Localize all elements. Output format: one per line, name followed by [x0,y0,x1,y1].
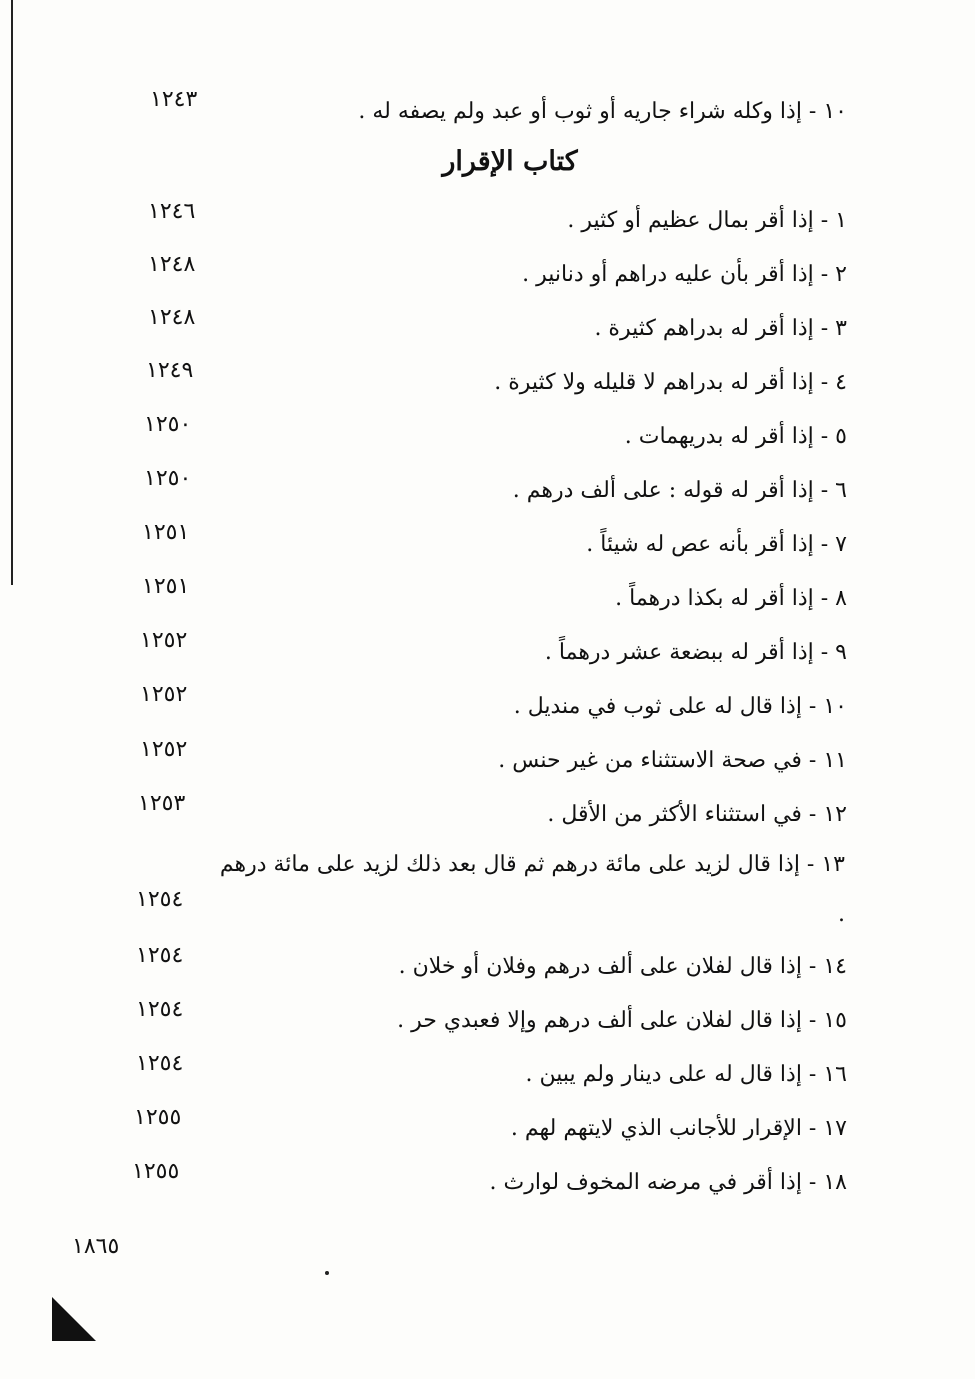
index-entry-page: ١٢٥٠ [144,466,192,491]
index-entry-text: ١٢ - في استثناء الأكثر من الأقل . [547,802,847,827]
corner-triangle-mark [52,1297,96,1341]
ink-speck [325,1271,329,1275]
binding-edge-line [11,0,13,585]
index-entry-page: ١٢٥٥ [134,1105,182,1130]
page-number: ١٨٦٥ [72,1234,120,1259]
index-entry-text: ٦ - إذا أقر له قوله : على ألف درهم . [512,478,847,503]
index-entry-page: ١٢٤٨ [148,252,196,277]
index-entry-text: ٨ - إذا أقر له بكذا درهماً . [615,586,847,611]
index-entry-page: ١٢٥٠ [144,412,192,437]
index-entry-text: ٩ - إذا أقر له ببضعة عشر درهماً . [544,640,847,665]
index-entry-page: ١٢٥٤ [136,1051,184,1076]
index-entry-text: ١٦ - إذا قال له على دينار ولم يبين . [525,1062,847,1087]
index-entry-page: ١٢٥١ [142,520,190,545]
index-entry-page: ١٢٥٣ [138,791,186,816]
index-entry-text: ١٠ - إذا قال له على ثوب في منديل . [513,694,847,719]
index-entry-page: ١٢٤٨ [148,305,196,330]
index-entry-text: ١١ - في صحة الاستثناء من غير حنس . [498,748,847,773]
index-entry-page: ١٢٥٢ [140,682,188,707]
index-entry-text: ١٠ - إذا وكله شراء جاريه أو ثوب أو عبد ولم يصفه له . [358,99,847,124]
index-entry-text: ٢ - إذا أقر بأن عليه دراهم أو دنانير . [522,262,847,287]
index-entry-page: ١٢٥٤ [136,997,184,1022]
index-entry-text: ١٥ - إذا قال لفلان على ألف درهم وإلا فعبدي حر . [397,1008,847,1033]
section-title: كتاب الإقرار [442,146,578,177]
index-entry-text: ٧ - إذا أقر بأنه عص له شيئاً . [586,532,847,557]
index-entry-page: ١٢٥٥ [132,1159,180,1184]
index-entry-page: ١٢٤٦ [148,199,196,224]
index-entry-text: ١٨ - إذا أقر في مرضه المخوف لوارث . [489,1170,847,1195]
index-entry-text: ١٣ - إذا قال لزيد على مائة درهم ثم قال بعد ذلك لزيد على مائة درهم . [219,852,845,927]
index-entry-page: ١٢٥٤ [136,887,184,912]
index-entry-page: ١٢٥٤ [136,943,184,968]
index-entry-page: ١٢٤٣ [150,87,198,112]
index-entry-page: ١٢٥٢ [140,628,188,653]
index-entry-text: ١٤ - إذا قال لفلان على ألف درهم وفلان أو خلان . [398,954,847,979]
index-entry-text: ٥ - إذا أقر له بدريهمات . [624,424,847,449]
index-entry-text: ٤ - إذا أقر له بدراهم لا قليله ولا كثيرة . [494,370,847,395]
index-entry-page: ١٢٥١ [142,574,190,599]
index-entry-page: ١٢٥٢ [140,737,188,762]
index-entry-text: ٣ - إذا أقر له بدراهم كثيرة . [594,316,847,341]
index-entry-page: ١٢٤٩ [146,358,194,383]
index-entry-text: ١ - إذا أقر بمال عظيم أو كثير . [567,208,847,233]
index-entry-text: ١٧ - الإقرار للأجانب الذي لايتهم لهم . [510,1116,847,1141]
